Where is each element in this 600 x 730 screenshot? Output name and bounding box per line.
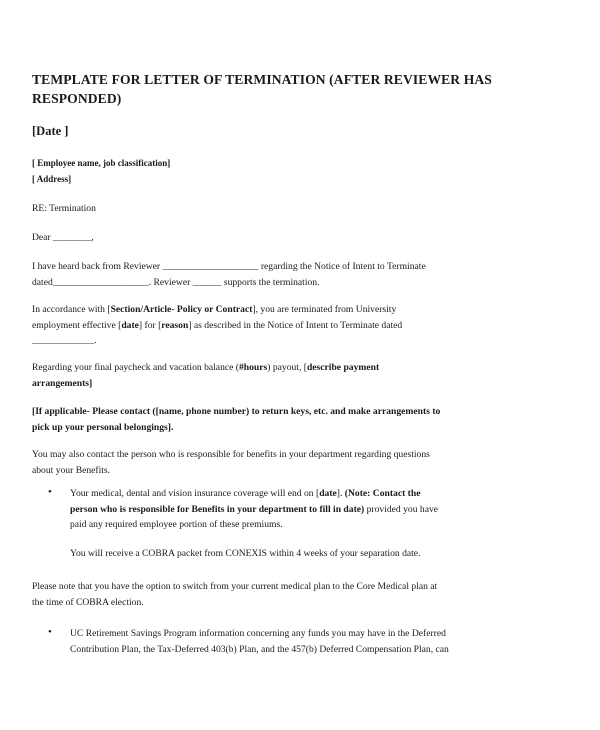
paragraph-line: paid any required employee portion of these premiums. — [70, 519, 283, 530]
title-line-2: RESPONDED) — [32, 91, 122, 106]
text-run: In accordance with [ — [32, 304, 111, 315]
cobra-line: You will receive a COBRA packet from CONEXIS within 4 weeks of your separation date. — [70, 548, 421, 559]
paragraph-line — [32, 360, 572, 376]
title-line-1: TEMPLATE FOR LETTER OF TERMINATION (AFTER REVIEWER HAS — [32, 72, 492, 87]
salutation: Dear ________, — [32, 232, 94, 243]
paragraph-line: [If applicable- Please contact ([name, phone number) to return keys, etc. and make arrangements to — [32, 406, 441, 417]
payment-placeholder: describe payment — [306, 362, 380, 373]
paragraph-line — [32, 302, 572, 318]
paragraph-termination — [32, 302, 572, 349]
paragraph-line: the time of COBRA election. — [32, 596, 144, 608]
bullet-icon: • — [48, 486, 52, 498]
text-run: ], you are terminated from University — [252, 304, 397, 315]
hours-placeholder: #hours — [238, 362, 268, 373]
paragraph-benefits-contact — [32, 447, 572, 478]
paragraph-line: about your Benefits. — [32, 464, 111, 476]
employee-block — [32, 156, 572, 187]
address-line: [ Address] — [32, 173, 72, 184]
note-text: person who is responsible for Benefits in your department to fill in date) — [70, 503, 365, 515]
reason-placeholder: reason — [161, 319, 189, 331]
bullet-insurance — [70, 486, 570, 533]
paragraph-line: UC Retirement Savings Program information concerning any funds you may have in the Deferred — [70, 628, 446, 639]
text-run: provided you have — [364, 503, 439, 515]
section-placeholder: Section/Article- Policy or Contract — [110, 304, 253, 315]
re-line: RE: Termination — [32, 203, 96, 214]
paragraph-line — [70, 502, 570, 518]
paragraph-paycheck — [32, 360, 572, 391]
date-placeholder-inline: date — [121, 319, 139, 331]
bullet-retirement — [70, 626, 570, 657]
paragraph-keys — [32, 404, 572, 435]
paragraph-line: pick up your personal belongings]. — [32, 421, 174, 433]
document-title — [32, 70, 572, 108]
text-run: employment effective [ — [32, 319, 122, 331]
paragraph-line: dated____________________. Reviewer ______ supports the termination. — [32, 276, 320, 288]
paragraph-reviewer — [32, 259, 572, 290]
paragraph-line — [70, 486, 570, 502]
text-run: ] for [ — [138, 319, 162, 331]
text-run: Your medical, dental and vision insurance coverage will end on [ — [70, 488, 320, 499]
text-run: Regarding your final paycheck and vacation balance ( — [32, 362, 239, 373]
paragraph-medical-plan — [32, 579, 572, 610]
note-text: (Note: Contact the — [344, 488, 421, 499]
paragraph-line: Please note that you have the option to switch from your current medical plan to the Core Medical plan at — [32, 581, 438, 592]
paragraph-line: I have heard back from Reviewer ____________________ regarding the Notice of Intent to Terminate — [32, 261, 426, 272]
text-run: ]. — [336, 488, 345, 499]
paragraph-line — [32, 318, 572, 334]
paragraph-line: You may also contact the person who is responsible for benefits in your department regarding questions — [32, 449, 430, 460]
text-run: ] as described in the Notice of Intent to Terminate dated — [188, 319, 403, 331]
paragraph-line: Contribution Plan, the Tax-Deferred 403(b) Plan, and the 457(b) Deferred Compensation Plan, can — [70, 643, 449, 655]
paragraph-line: arrangements] — [32, 377, 93, 389]
bullet-icon: • — [48, 626, 52, 638]
employee-name-line: [ Employee name, job classification] — [32, 158, 171, 168]
paragraph-line: _____________. — [32, 335, 97, 346]
date-placeholder-inline: date — [319, 488, 337, 499]
text-run: ) payout, [ — [267, 362, 307, 373]
date-placeholder: [Date ] — [32, 124, 69, 138]
